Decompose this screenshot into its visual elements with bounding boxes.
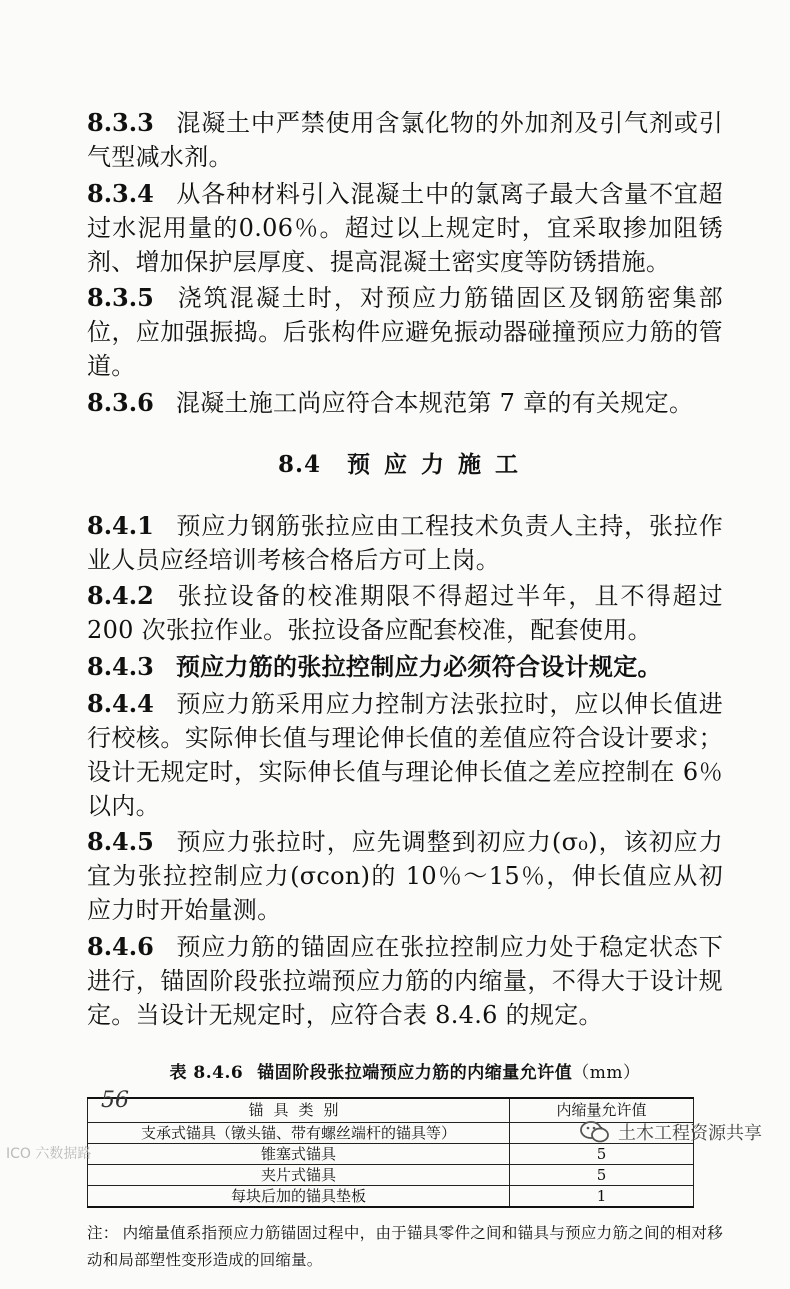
table-unit: （mm） [572,1062,641,1083]
watermark-right-text: 土木工程资源共享 [618,1123,762,1144]
clause-text: 从各种材料引入混凝土中的氯离子最大含量不宜超过水泥用量的0.06％。超过以上规定时，宜采取掺加阻锈剂、增加保护层厚度、提高混凝土密实度等防锈措施。 [87,179,723,276]
anchorage-retraction-table [87,1097,694,1208]
table-cell-value: 5 [510,1164,694,1185]
clause-number: 8.4.6 [87,931,154,961]
clause-number: 8.4.1 [87,510,154,540]
table-number: 表 8.4.6 [169,1062,244,1083]
table-row [88,1164,694,1185]
watermark-right [580,1119,762,1145]
clause-number: 8.4.5 [87,827,154,857]
table-header-cell: 内缩量允许值 [510,1098,694,1123]
document-body [87,106,723,1289]
table-cell-value: 1 [510,1185,694,1207]
table-caption [87,1058,723,1083]
clause-8-4-6 [87,930,723,1032]
clause-8-4-3 [87,650,723,684]
watermark-left: ICO 六数据路 [6,1146,92,1162]
clause-text: 预应力筋的锚固应在张拉控制应力处于稳定状态下进行，锚固阶段张拉端预应力筋的内缩量，不得大于设计规定。当设计无规定时，应符合表 8.4.6 的规定。 [87,932,723,1029]
clause-text: 混凝土中严禁使用含氯化物的外加剂及引气剂或引气型减水剂。 [87,109,723,171]
table-title: 锚固阶段张拉端预应力筋的内缩量允许值 [257,1062,573,1083]
clause-text: 预应力筋的张拉控制应力必须符合设计规定。 [175,651,662,681]
clause-number: 8.3.4 [87,178,154,208]
clause-text: 预应力钢筋张拉应由工程技术负责人主持，张拉作业人员应经培训考核合格后方可上岗。 [87,511,723,574]
clause-8-4-1 [87,509,723,577]
section-number: 8.4 [277,450,321,478]
clause-text: 混凝土施工尚应符合本规范第 7 章的有关规定。 [175,388,694,417]
clause-text: 预应力筋采用应力控制方法张拉时，应以伸长值进行校核。实际伸长值与理论伸长值的差值应符合设计要求；设计无规定时，实际伸长值与理论伸长值之差应控制在 6％以内。 [87,689,723,820]
page-number: 56 [101,1088,129,1113]
wechat-icon [580,1120,610,1144]
section-heading [87,446,723,479]
table-row [88,1143,694,1164]
clause-8-3-6 [87,386,723,420]
table-cell-anchor-type: 每块后加的锚具垫板 [88,1185,510,1207]
table-header-cell: 锚具类别 [88,1098,510,1123]
table-cell-value: 5 [510,1143,694,1164]
clause-8-4-5 [87,825,723,927]
clause-8-4-2 [87,579,723,647]
note-label: 注： [87,1223,119,1242]
clause-number: 8.3.3 [87,108,154,137]
clause-number: 8.4.2 [87,581,154,611]
clause-number: 8.4.4 [87,688,154,718]
table-cell-anchor-type: 夹片式锚具 [88,1164,510,1185]
clause-number: 8.4.3 [87,651,154,681]
section-title-text: 预应力施工 [347,450,532,478]
clause-8-3-4 [87,177,723,279]
clause-text: 浇筑混凝土时，对预应力筋锚固区及钢筋密集部位，应加强振捣。后张构件应避免振动器碰撞预应力筋的管道。 [87,284,723,381]
table-note [87,1220,723,1274]
clause-number: 8.3.6 [87,387,154,417]
table-cell-anchor-type: 锥塞式锚具 [88,1143,510,1164]
clause-8-4-4 [87,687,723,823]
clause-text: 张拉设备的校准期限不得超过半年，且不得超过 200 次张拉作业。张拉设备应配套校准，配套使用。 [87,582,723,645]
table-row [88,1185,694,1207]
table-cell-anchor-type: 支承式锚具（镦头锚、带有螺丝端杆的锚具等） [88,1122,510,1143]
clause-8-3-5 [87,281,723,383]
clause-number: 8.3.5 [87,283,154,313]
clause-text: 预应力张拉时，应先调整到初应力(σ₀)，该初应力宜为张拉控制应力(σcon)的 10％～15％，伸长值应从初应力时开始量测。 [87,828,723,925]
clause-8-3-3 [87,106,723,174]
note-text: 内缩量值系指预应力筋锚固过程中，由于锚具零件之间和锚具与预应力筋之间的相对移动和局部塑性变形造成的回缩量。 [87,1223,723,1269]
